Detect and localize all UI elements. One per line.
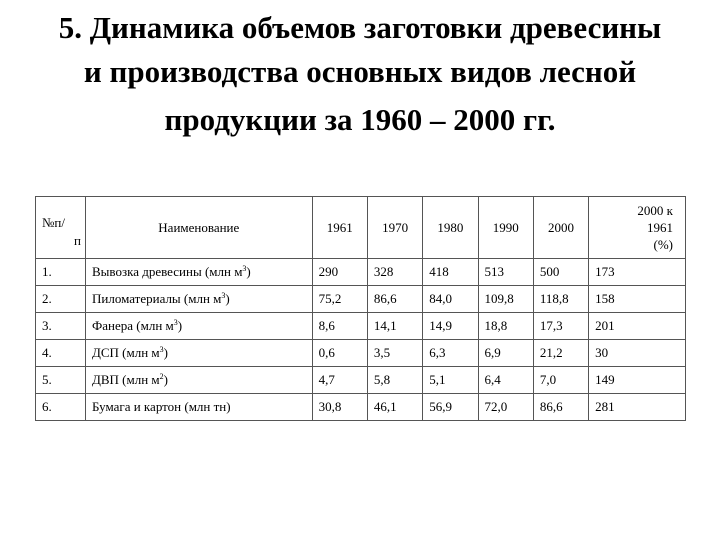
row-value: 328 bbox=[367, 259, 422, 286]
row-name bbox=[86, 340, 313, 367]
row-name-tail: ) bbox=[225, 291, 230, 306]
header-num-cell bbox=[36, 197, 86, 259]
row-value: 3,5 bbox=[367, 340, 422, 367]
row-value: 418 bbox=[423, 259, 478, 286]
row-name-superscript: 3 bbox=[242, 264, 247, 273]
row-value: 158 bbox=[589, 286, 686, 313]
row-value: 18,8 bbox=[478, 313, 533, 340]
row-name-text: Бумага и картон (млн тн) bbox=[92, 399, 231, 414]
row-name-tail: ) bbox=[163, 345, 168, 360]
row-value: 8,6 bbox=[312, 313, 367, 340]
title-line-1: 5. Динамика объемов заготовки древесины bbox=[58, 10, 662, 45]
row-name-text: Вывозка древесины (млн м bbox=[92, 264, 243, 279]
table-row bbox=[36, 340, 686, 367]
row-value: 30 bbox=[589, 340, 686, 367]
title-line-2: и производства основных видов лесной bbox=[83, 54, 637, 89]
row-value: 290 bbox=[312, 259, 367, 286]
table-row bbox=[36, 394, 686, 421]
row-value: 6,9 bbox=[478, 340, 533, 367]
row-value: 5,1 bbox=[423, 367, 478, 394]
row-value: 201 bbox=[589, 313, 686, 340]
row-value: 500 bbox=[533, 259, 588, 286]
table-row bbox=[36, 286, 686, 313]
row-name-superscript: 3 bbox=[221, 291, 226, 300]
row-value: 21,2 bbox=[533, 340, 588, 367]
row-value: 17,3 bbox=[533, 313, 588, 340]
row-name-tail: ) bbox=[163, 372, 168, 387]
title-line-3: продукции за 1960 – 2000 гг. bbox=[164, 102, 556, 137]
row-value: 281 bbox=[589, 394, 686, 421]
row-number: 3. bbox=[36, 313, 86, 340]
header-num-bottom: п bbox=[74, 233, 81, 248]
row-number: 4. bbox=[36, 340, 86, 367]
row-name bbox=[86, 286, 313, 313]
header-year-1980: 1980 bbox=[423, 197, 478, 259]
row-value: 173 bbox=[589, 259, 686, 286]
row-name-tail: ) bbox=[246, 264, 251, 279]
row-name-superscript: 3 bbox=[159, 345, 164, 354]
table-row bbox=[36, 259, 686, 286]
row-value: 149 bbox=[589, 367, 686, 394]
row-value: 72,0 bbox=[478, 394, 533, 421]
row-value: 5,8 bbox=[367, 367, 422, 394]
table-row bbox=[36, 367, 686, 394]
row-name-superscript: 2 bbox=[159, 372, 164, 381]
header-ratio-line3: (%) bbox=[653, 237, 673, 252]
production-table bbox=[35, 196, 686, 421]
header-ratio bbox=[589, 197, 686, 259]
row-value: 46,1 bbox=[367, 394, 422, 421]
row-name bbox=[86, 394, 313, 421]
row-value: 513 bbox=[478, 259, 533, 286]
row-number: 1. bbox=[36, 259, 86, 286]
row-value: 7,0 bbox=[533, 367, 588, 394]
row-number: 5. bbox=[36, 367, 86, 394]
row-value: 86,6 bbox=[533, 394, 588, 421]
row-value: 56,9 bbox=[423, 394, 478, 421]
row-name-tail: ) bbox=[177, 318, 183, 333]
row-value: 75,2 bbox=[312, 286, 367, 313]
row-name-text: Пиломатериалы (млн м bbox=[92, 291, 222, 306]
table-row bbox=[36, 313, 686, 340]
header-ratio-line2: 1961 bbox=[647, 220, 673, 235]
slide-title bbox=[0, 6, 720, 142]
row-number: 2. bbox=[36, 286, 86, 313]
header-ratio-line1: 2000 к bbox=[637, 203, 673, 218]
row-name bbox=[86, 313, 313, 340]
row-name bbox=[86, 367, 313, 394]
row-value: 118,8 bbox=[533, 286, 588, 313]
header-year-2000: 2000 bbox=[533, 197, 588, 259]
header-num-top: №п/ bbox=[42, 215, 65, 230]
row-value: 14,9 bbox=[423, 313, 478, 340]
header-year-1990: 1990 bbox=[478, 197, 533, 259]
header-year-1961: 1961 bbox=[312, 197, 367, 259]
row-value: 86,6 bbox=[367, 286, 422, 313]
row-value: 6,4 bbox=[478, 367, 533, 394]
table-header-row bbox=[36, 197, 686, 259]
header-year-1970: 1970 bbox=[367, 197, 422, 259]
row-number: 6. bbox=[36, 394, 86, 421]
row-value: 0,6 bbox=[312, 340, 367, 367]
row-value: 4,7 bbox=[312, 367, 367, 394]
row-value: 84,0 bbox=[423, 286, 478, 313]
row-value: 109,8 bbox=[478, 286, 533, 313]
row-value: 6,3 bbox=[423, 340, 478, 367]
row-value: 30,8 bbox=[312, 394, 367, 421]
header-name: Наименование bbox=[86, 197, 313, 259]
row-name bbox=[86, 259, 313, 286]
row-name-text: ДСП (млн м bbox=[92, 345, 160, 360]
row-name-superscript: 3 bbox=[173, 318, 178, 327]
row-value: 14,1 bbox=[367, 313, 422, 340]
row-name-text: ДВП (млн м bbox=[92, 372, 160, 387]
row-name-text: Фанера (млн м bbox=[92, 318, 174, 333]
